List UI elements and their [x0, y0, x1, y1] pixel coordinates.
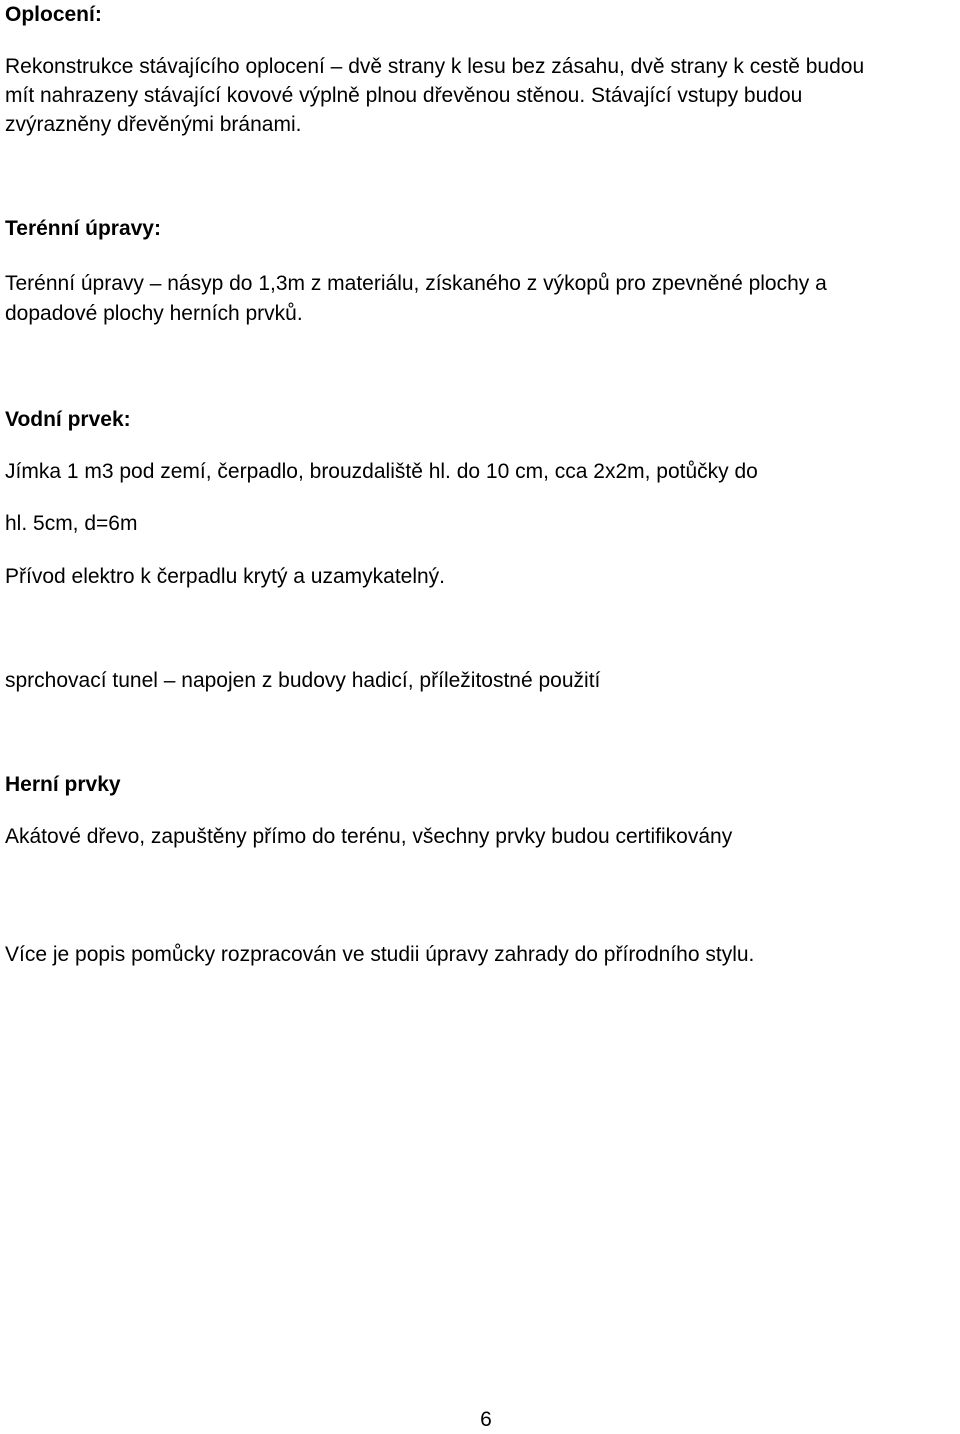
paragraph-terenni-line-2: dopadové plochy herních prvků. — [5, 302, 303, 325]
paragraph-oploceni-line-3: zvýrazněny dřevěnými bránami. — [5, 113, 302, 136]
paragraph-terenni-line-1: Terénní úpravy – násyp do 1,3m z materiálu, získaného z výkopů pro zpevněné plochy a — [5, 272, 827, 295]
page-number: 6 — [480, 1408, 492, 1431]
paragraph-herni-prvky: Akátové dřevo, zapuštěny přímo do terénu, všechny prvky budou certifikovány — [5, 825, 733, 848]
paragraph-vodni-line-3: Přívod elektro k čerpadlu krytý a uzamykatelný. — [5, 565, 446, 588]
paragraph-oploceni-line-2: mít nahrazeny stávající kovové výplně plnou dřevěnou stěnou. Stávající vstupy budou — [5, 84, 803, 107]
heading-herni-prvky: Herní prvky — [5, 773, 121, 796]
paragraph-oploceni-line-1: Rekonstrukce stávajícího oplocení – dvě strany k lesu bez zásahu, dvě strany k cestě budou — [5, 55, 865, 78]
paragraph-vodni-line-2: hl. 5cm, d=6m — [5, 512, 138, 535]
paragraph-zaver: Více je popis pomůcky rozpracován ve studii úpravy zahrady do přírodního stylu. — [5, 943, 755, 966]
heading-oploceni: Oplocení: — [5, 3, 102, 26]
heading-vodni-prvek: Vodní prvek: — [5, 408, 131, 431]
paragraph-sprchovaci-tunel: sprchovací tunel – napojen z budovy hadicí, příležitostné použití — [5, 669, 601, 692]
paragraph-vodni-line-1: Jímka 1 m3 pod zemí, čerpadlo, brouzdaliště hl. do 10 cm, cca 2x2m, potůčky do — [5, 460, 758, 483]
heading-terenni-upravy: Terénní úpravy: — [5, 217, 161, 240]
